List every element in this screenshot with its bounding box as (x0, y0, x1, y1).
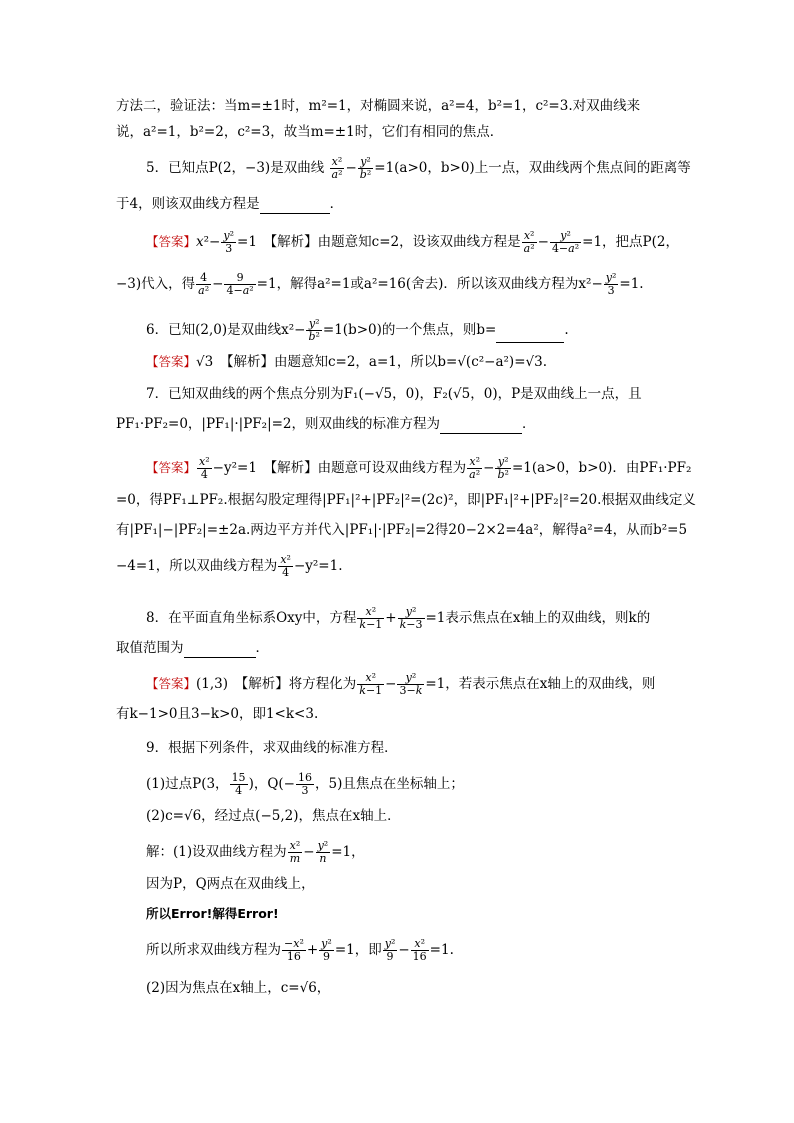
question-6-line: 6．已知(2,0)是双曲线x²− $\frac{\text{y²}}{\text{b²}}$ =1(b>0)的一个焦点，则b= . (146, 317, 569, 343)
method-two-line-1: 方法二，验证法：当m=±1时，m²=1，对椭圆来说，a²=4，b²=1，c²=3.对双曲线来 (116, 98, 641, 114)
question-9-condition-2: (2)c=√6，经过点(−5,2)，焦点在x轴上． (146, 808, 401, 824)
question-7-line-1: 7．已知双曲线的两个焦点分别为F₁(−√5，0)，F₂(√5，0)，P是双曲线上一点，且 (146, 386, 642, 402)
question-7-solution-line-1: =0，得PF₁⊥PF₂.根据勾股定理得|PF₁|²+|PF₂|²=(2c)²，即|PF₁|²+|PF₂|²=20.根据双曲线定义 (116, 492, 696, 508)
question-7-answer-line: 【答案】 $\frac{\text{x²}}{4}$ −y²=1 【解析】由题意可设双曲线方程为 $\frac{\text{x²}}{\text{a²}}$ − $\frac{\text{y²}}{\text{b²}}$ =1(a>0，b>0)．由PF₁·PF₂ (146, 455, 692, 481)
question-7-solution-line-2: 有|PF₁|−|PF₂|=±2a.两边平方并代入|PF₁|·|PF₂|=2得20−2×2=4a²，解得a²=4，从而b²=5 (116, 522, 688, 538)
question-8-line-1: 8．在平面直角坐标系Oxy中，方程 $\frac{\text{x²}}{k-1}$ + $\frac{\text{y²}}{k-3}$ =1表示焦点在x轴上的双曲线，则k的 (146, 605, 651, 631)
method-two-line-2: 说，a²=1，b²=2，c²=3，故当m=±1时，它们有相同的焦点． (116, 124, 504, 140)
question-5-answer-line: 【答案】x²− $\frac{\text{y²}}{3}$ =1 【解析】由题意知c=2，设该双曲线方程是 $\frac{\text{x²}}{\text{a²}}$ − $\frac{\text{y²}}{\text{4−a²}}$ =1，把点P(2， (146, 229, 679, 255)
question-9-solution-line-1: 解：(1)设双曲线方程为 $\frac{\text{x²}}{m}$ − $\frac{\text{y²}}{n}$ =1， (146, 839, 365, 865)
question-6-answer-line: 【答案】√3 【解析】由题意知c=2，a=1，所以b=√(c²−a²)=√3. (146, 354, 547, 370)
question-8-solution-line: 有k−1>0且3−k>0，即1<k<3. (116, 706, 319, 722)
answer-blank (184, 643, 256, 658)
fraction-x2-a2: $\frac{\text{x²}}{\text{a²}}$ (331, 155, 343, 181)
question-8-answer-line: 【答案】(1,3) 【解析】将方程化为 $\frac{\text{x²}}{k-1}$ − $\frac{\text{y²}}{3-k}$ =1，若表示焦点在x轴上的双曲线，则 (146, 671, 656, 697)
question-7-line-2: PF₁·PF₂=0，|PF₁|·|PF₂|=2，则双曲线的标准方程为 ． (116, 416, 536, 432)
answer-blank (440, 419, 522, 434)
question-9-solution-line-5: (2)因为焦点在x轴上，c=√6， (146, 980, 331, 996)
fraction-y2-b2: $\frac{\text{y²}}{\text{b²}}$ (359, 155, 372, 181)
answer-blank (496, 328, 564, 343)
question-5-line-1: 5．已知点P(2，−3)是双曲线 $\frac{\text{x²}}{\text{a²}}$ − $\frac{\text{y²}}{\text{b²}}$ =1(a>0，b>0)上一点，双曲线两个焦点间的距离等 (146, 155, 691, 181)
question-5-line-2: 于4，则该双曲线方程是 ． (116, 196, 344, 212)
answer-blank (260, 199, 330, 214)
question-9-solution-line-4: 所以所求双曲线方程为 $\frac{\text{−x²}}{16}$ + $\frac{\text{y²}}{9}$ =1，即 $\frac{\text{y²}}{9}$ − $\frac{\text{x²}}{16}$ =1. (146, 937, 454, 963)
question-8-line-2: 取值范围为 ． (116, 640, 269, 656)
question-9-solution-line-2: 因为P，Q两点在双曲线上， (146, 876, 315, 892)
question-9-line-1: 9．根据下列条件，求双曲线的标准方程． (146, 740, 398, 756)
question-5-solution-line: −3)代入，得 $\frac{4}{\text{a²}}$ − $\frac{9}{\text{4−a²}}$ =1，解得a²=1或a²=16(舍去)．所以该双曲线方程为x²− $\frac{\text{y²}}{3}$ =1. (116, 271, 644, 297)
question-9-solution-line-3: 所以Error!解得Error! (146, 906, 279, 921)
question-9-condition-1: (1)过点P(3， $\frac{15}{4}$ )，Q(− $\frac{16}{3}$ ，5)且焦点在坐标轴上； (146, 771, 464, 797)
question-7-solution-line-3: −4=1，所以双曲线方程为 $\frac{\text{x²}}{4}$ −y²=1. (116, 553, 343, 579)
